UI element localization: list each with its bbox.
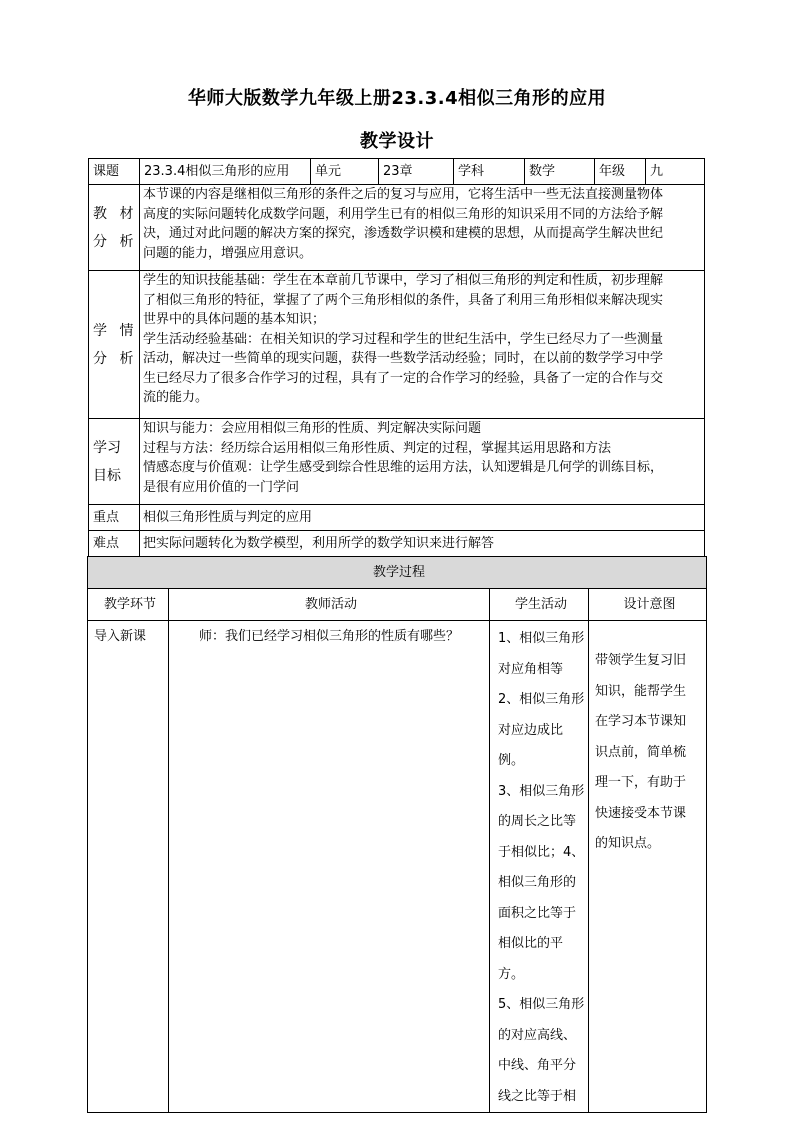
column-student: 学生活动	[490, 589, 589, 621]
material-analysis-text: 本节课的内容是继相似三角形的条件之后的复习与应用，它将生活中一些无法直接测量物体 高度的实际问题转化成数学问题，利用学生已有的相似三角形的知识采用不同的方法给予解 决，通过对此问题的解决方案的探究，渗透数学识模和建模的思想，从而提高学生解决世纪 问题的能力，增强应用意识。	[140, 185, 705, 271]
topic-label: 课题	[89, 159, 140, 185]
learning-goals-label: 学习 目标	[89, 419, 140, 505]
student-analysis-text: 学生的知识技能基础：学生在本章前几节课中，学习了相似三角形的判定和性质，初步理解 了相似三角形的特征，掌握了了两个三角形相似的条件，具备了利用三角形相似来解决现实 世界中的具体问题的基本知识； 学生活动经验基础：在相关知识的学习过程和学生的世纪生活中，学生已经尽力了一些测量 活动，解决过一些简单的现实问题，获得一些数学活动经验；同时，在以前的数学学习中学 生已经尽力了很多合作学习的过程，具有了一定的合作学习的经验，具备了一定的合作与交 流的能力。	[140, 271, 705, 419]
document-subtitle: 教学设计	[360, 131, 434, 152]
teaching-process-table	[87, 556, 707, 1113]
difficulty-label: 难点	[89, 531, 140, 557]
student-analysis-row	[89, 271, 705, 419]
key-point-label: 重点	[89, 505, 140, 531]
column-stage: 教学环节	[88, 589, 169, 621]
learning-goals-text: 知识与能力：会应用相似三角形的性质、判定解决实际问题 过程与方法：经历综合运用相似三角形性质、判定的过程，掌握其运用思路和方法 情感态度与价值观：让学生感受到综合性思维的运用方法，认知逻辑是几何学的训练目标， 是很有应用价值的一门学问	[140, 419, 705, 505]
process-title: 教学过程	[88, 557, 707, 589]
material-analysis-label: 教 材 分 析	[89, 185, 140, 271]
difficulty-row	[89, 531, 705, 557]
process-column-header	[88, 589, 707, 621]
info-header-row	[89, 159, 705, 185]
subject-value: 数学	[525, 159, 595, 185]
learning-goals-row	[89, 419, 705, 505]
process-title-row	[88, 557, 707, 589]
stage-cell: 导入新课	[88, 621, 169, 1113]
student-analysis-label: 学 情 分 析	[89, 271, 140, 419]
design-intent-cell: 带领学生复习旧 知识，能帮学生 在学习本节课知 识点前，简单梳 理一下，有助于 快速接受本节课 的知识点。	[589, 621, 707, 1113]
material-analysis-row	[89, 185, 705, 271]
difficulty-text: 把实际问题转化为数学模型，利用所学的数学知识来进行解答	[140, 531, 705, 557]
grade-value: 九	[646, 159, 705, 185]
document-title: 华师大版数学九年级上册23.3.4相似三角形的应用	[187, 88, 607, 109]
subject-label: 学科	[454, 159, 525, 185]
grade-label: 年级	[595, 159, 646, 185]
topic-value: 23.3.4相似三角形的应用	[140, 159, 311, 185]
unit-value: 23章	[379, 159, 454, 185]
table-row	[88, 621, 707, 1113]
lesson-info-table	[88, 158, 705, 557]
key-point-text: 相似三角形性质与判定的应用	[140, 505, 705, 531]
column-teacher: 教师活动	[169, 589, 490, 621]
student-activity-cell: 1、相似三角形 对应角相等 2、相似三角形 对应边成比例。 3、相似三角形 的周长之比等 于相似比；4、 相似三角形的 面积之比等于 相似比的平方。 5、相似三角形 的对应高线、 中线、角平分 线之比等于相	[490, 621, 589, 1113]
key-point-row	[89, 505, 705, 531]
column-design: 设计意图	[589, 589, 707, 621]
unit-label: 单元	[311, 159, 379, 185]
teacher-activity-cell: 师：我们已经学习相似三角形的性质有哪些？	[169, 621, 490, 1113]
